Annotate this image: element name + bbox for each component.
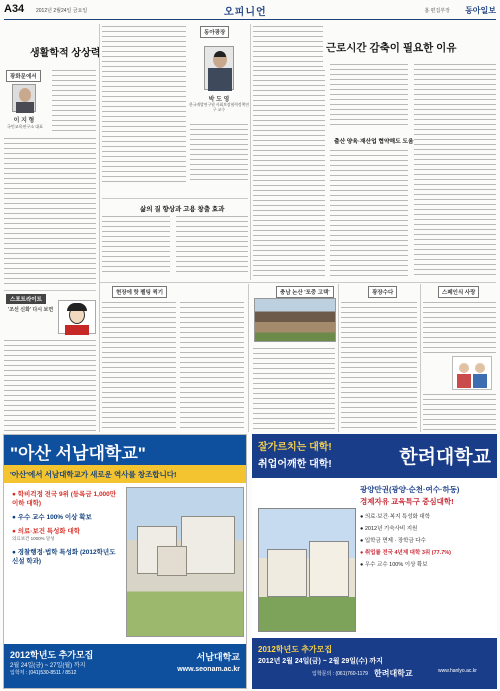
ad-right-tel: 입학문의 : (061)760-1179 (312, 671, 368, 677)
cartoon-image (58, 300, 96, 334)
editor-credit: 홈 편집부장 (424, 8, 450, 14)
ad-left-bullet-note: 의료보건 1000% 달성 (12, 536, 55, 541)
page-number: A34 (4, 3, 25, 15)
editorial-title: 근로시간 감축이 필요한 이유 (326, 42, 457, 54)
editorial-subhead: 출산 양육·재산업 협약해도 도움 (334, 139, 414, 145)
ad-left-university: 서남대학교 (196, 652, 240, 662)
center-col-text-d (176, 214, 248, 276)
ad-left-tel: 입학처 : (041)530-8511 / 8512 (10, 670, 77, 676)
ad-left-campus-photo (126, 487, 244, 637)
ad-left-headline: "아산 서남대학교" (4, 435, 246, 465)
left-column-tag: 광화문에서 (6, 70, 41, 82)
author-name: 이 지 형 (13, 118, 35, 124)
guest-column-tag: 동아광장 (200, 26, 229, 38)
editorial-text-a (253, 24, 323, 68)
ad-right-headline-1: 잘가르치는 대학! (258, 442, 332, 453)
ad-right-tagline: 경제자유 교육특구 중심대학! (360, 497, 454, 506)
ad-left-bullet: ● 의료·보건 특성화 대학 (12, 528, 81, 535)
page-header (4, 2, 496, 20)
guest-author-name: 박 도 영 (208, 97, 230, 103)
editorial-text-e (414, 62, 496, 276)
ad-right-list (360, 512, 494, 572)
lower-col1-tag: 현장에 핫 펠팅 찍기 (112, 286, 167, 298)
left-column-title: 생활학적 상상력 (30, 48, 101, 59)
left-col-text-b (4, 136, 96, 286)
ad-left-bullet: ● 경찰행정·법학 특성화 (2012학년도 신설 학과) (12, 549, 116, 565)
ad-right-list-item: ● 2012년 기숙사비 지원 (360, 526, 418, 532)
ad-right-period: 2012년 2월 24일(금) ~ 2월 29일(수) 까지 (258, 658, 383, 665)
author-role: 국민교육연구소 대표 (7, 124, 43, 129)
ad-right-logo: 한려대학교 (399, 447, 491, 468)
ad-right-university: 한려대학교 (374, 669, 413, 678)
ad-right-region: 광양만권(광양·순천·여수·하동) (360, 485, 460, 494)
lower-col4-text-a (423, 300, 496, 354)
guest-subhead: 삶의 질 향상과 고용 창출 효과 (140, 206, 225, 213)
center-col-text-c (102, 214, 170, 276)
lower-col3-text (341, 300, 417, 432)
section-title: 오피니언 (224, 7, 267, 18)
lower-col2-tag: 충남 논산 '포중 고택' (276, 286, 334, 298)
ad-right-footer (252, 638, 497, 689)
guest-author-role: 한국개발연구원 사회보장협력정책연구 교수 (189, 103, 249, 112)
ad-hanlyo-university[interactable] (252, 434, 497, 689)
ad-left-admission: 2012학년도 추가모집 (10, 650, 94, 660)
cartoon-tag: 스포트라이트 (6, 294, 46, 304)
editorial-text-c (330, 62, 408, 128)
cartoon-caption: '조선 신화' 다시 보면 (8, 307, 54, 313)
editorial-text-d (330, 148, 408, 276)
ad-right-list-item: ● 우수 교수 100% 이상 확보 (360, 562, 428, 568)
cartoon-text (4, 338, 96, 432)
author-photo (12, 84, 36, 112)
lower-col3-tag: 광장수다 (368, 286, 397, 298)
center-col-text-b (190, 122, 248, 184)
left-col-text-a (52, 68, 96, 134)
lower-col1-text (102, 300, 176, 432)
ad-seonam-university[interactable] (3, 434, 247, 689)
lower-col4-tag: 스페인식 사랑 (438, 286, 479, 298)
ad-right-admission: 2012학년도 추가모집 (258, 645, 333, 654)
ad-right-list-item: ● 의료·보건·복지 특성화 대학 (360, 514, 431, 520)
lower-col4-illustration (452, 356, 492, 390)
ad-right-headline-2: 취업어깨한 대학! (258, 459, 332, 470)
guest-author-photo (204, 46, 234, 90)
issue-date: 2012년 2월24일 금요일 (36, 8, 88, 14)
editorial-text-b (253, 68, 325, 276)
ad-left-bullet: ● 우수 교수 100% 이상 확보 (12, 514, 92, 521)
ad-left-period: 2월 24일(금) ~ 27일(월) 까지 (10, 663, 86, 669)
center-col-text-a (102, 24, 186, 184)
ad-right-list-item: ● 입학금 면제 · 장학금 다수 (360, 538, 426, 544)
ad-right-body (252, 478, 497, 638)
ad-left-subline: '아산'에서 서남대학교가 새로운 역사를 창조합니다! (4, 465, 246, 483)
ad-left-url[interactable]: www.seonam.ac.kr (177, 666, 240, 673)
ad-right-campus-photo (258, 508, 356, 632)
lower-col4-text-b (423, 392, 496, 432)
lower-col1-text-b (180, 300, 244, 432)
ad-left-bullet: ● 학비걱정 전국 9위 (등록금 1,000만 이하 대학) (12, 491, 117, 507)
ad-right-url[interactable]: www.hanlyo.ac.kr (438, 668, 477, 674)
ad-left-bullets (12, 489, 122, 570)
lower-col2-text (253, 346, 335, 432)
paper-name: 동아일보 (465, 6, 496, 15)
ad-right-header (252, 434, 497, 478)
ad-left-footer (4, 644, 246, 688)
ad-right-list-item: ● 취업률 전국 4년제 대학 3위 (77.7%) (360, 550, 451, 556)
lower-col2-photo (254, 298, 336, 342)
